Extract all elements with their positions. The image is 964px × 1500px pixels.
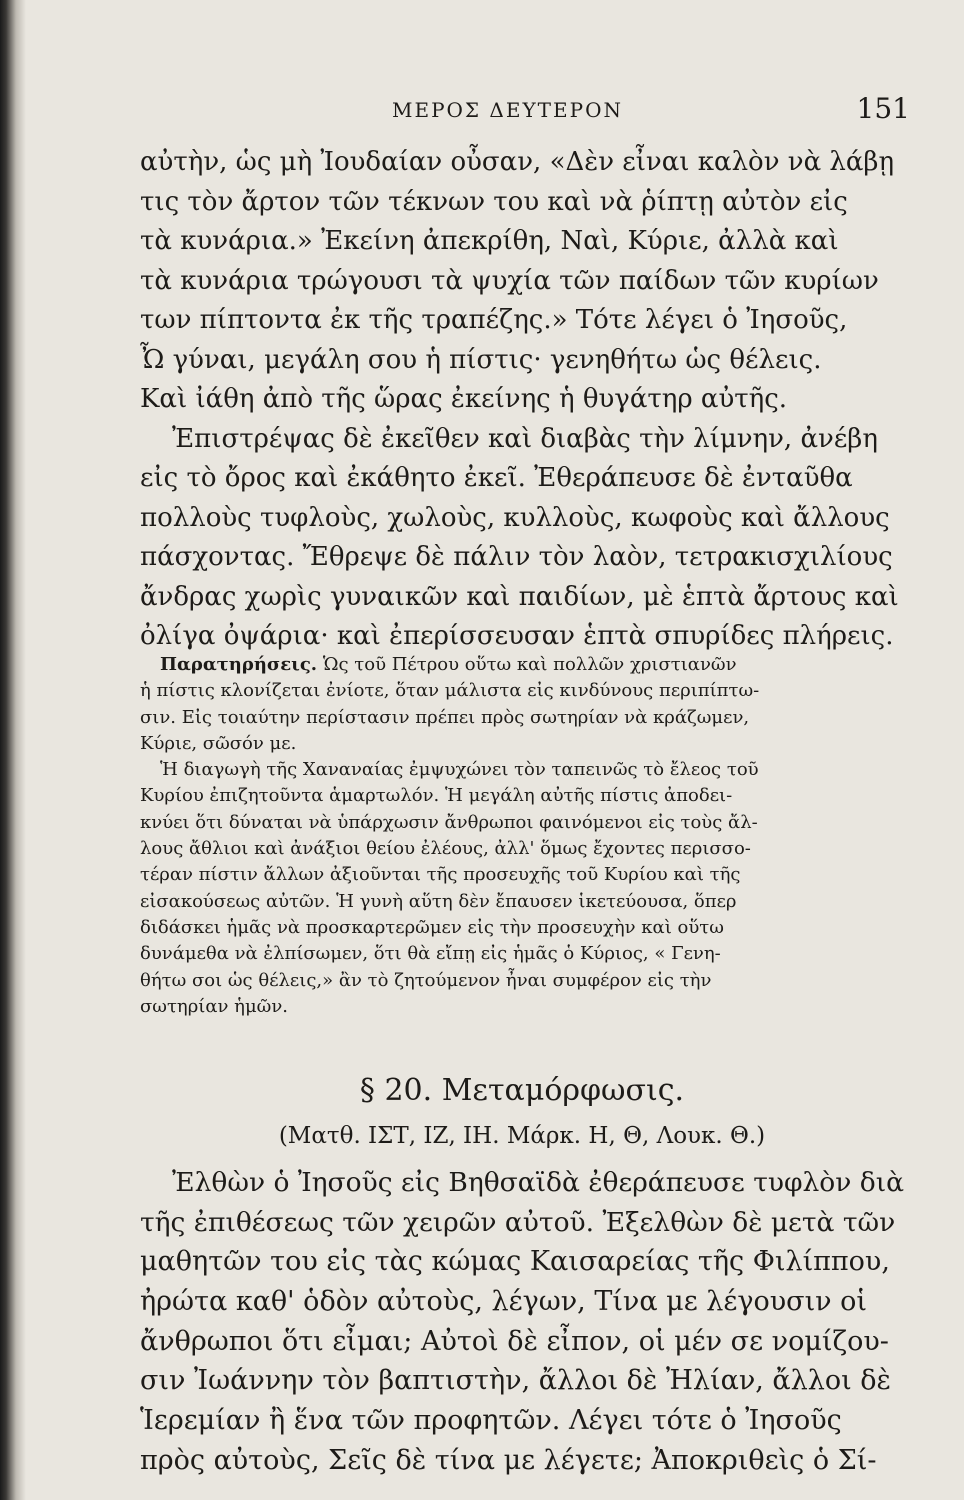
text-line: πολλοὺς τυφλοὺς, χωλοὺς, κυλλοὺς, κωφοὺς καὶ ἄλλους xyxy=(140,502,890,533)
remarks-line: εἰσακούσεως αὐτῶν. Ἡ γυνὴ αὕτη δὲν ἔπαυσεν ἱκετεύουσα, ὅπερ xyxy=(140,890,737,912)
remarks-line: θήτω σοι ὡς θέλεις,» ἂν τὸ ζητούμενον ἦναι συμφέρον εἰς τὴν xyxy=(140,969,712,991)
text-line: τις τὸν ἄρτον τῶν τέκνων του καὶ νὰ ῥίπτῃ αὐτὸν εἰς xyxy=(140,186,848,217)
remarks-block xyxy=(140,652,905,1020)
text-line: ἄνδρας χωρὶς γυναικῶν καὶ παιδίων, μὲ ἑπτὰ ἄρτους καὶ xyxy=(140,581,899,612)
main-text xyxy=(140,143,905,657)
text-line: ἠρώτα καθ' ὁδὸν αὐτοὺς, λέγων, Τίνα με λέγουσιν οἱ xyxy=(140,1286,868,1318)
remarks-line: Ἡ διαγωγὴ τῆς Χαναναίας ἐμψυχώνει τὸν ταπεινῶς τὸ ἔλεος τοῦ xyxy=(160,759,759,781)
text-line: ὀλίγα ὀψάρια· καὶ ἐπερίσσευσαν ἑπτὰ σπυρίδες πλήρεις. xyxy=(140,621,894,651)
section-reference: (Ματθ. ΙΣΤ, ΙΖ, ΙΗ. Μάρκ. Η, Θ, Λουκ. Θ.) xyxy=(278,1123,766,1149)
remarks-line: Κύριε, σῶσόν με. xyxy=(140,732,297,754)
text-line: Ὦ γύναι, μεγάλη σου ἡ πίστις· γενηθήτω ὡς θέλεις. xyxy=(140,344,822,375)
text-line: εἰς τὸ ὄρος καὶ ἐκάθητο ἐκεῖ. Ἐθεράπευσε δὲ ἐνταῦθα xyxy=(140,463,853,493)
remarks-line: δυνάμεθα νὰ ἐλπίσωμεν, ὅτι θὰ εἴπῃ εἰς ἡμᾶς ὁ Κύριος, « Γενη- xyxy=(140,943,721,965)
text-line: των πίπτοντα ἐκ τῆς τραπέζης.» Τότε λέγει ὁ Ἰησοῦς, xyxy=(140,305,848,335)
remarks-line: λους ἄθλιοι καὶ ἀνάξιοι θείου ἐλέους, ἀλλ' ὅμως ἔχοντες περισσο- xyxy=(140,838,751,860)
text-line: πρὸς αὐτοὺς, Σεῖς δὲ τίνα με λέγετε; Ἀποκριθεὶς ὁ Σί- xyxy=(140,1444,877,1476)
remarks-line: κνύει ὅτι δύναται νὰ ὑπάρχωσιν ἄνθρωποι φαινόμενοι εἰς τοὺς ἄλ- xyxy=(140,811,758,833)
page-header xyxy=(140,92,910,132)
running-head: ΜΕΡΟΣ ΔΕΥΤΕΡΟΝ xyxy=(392,98,623,122)
text-line: αὐτὴν, ὡς μὴ Ἰουδαίαν οὖσαν, «Δὲν εἶναι καλὸν νὰ λάβῃ xyxy=(140,147,895,177)
remarks-line: τέραν πίστιν ἄλλων ἀξιοῦνται τῆς προσευχῆς τοῦ Κυρίου καὶ τῆς xyxy=(140,864,741,886)
text-line: Ἱερεμίαν ἢ ἕνα τῶν προφητῶν. Λέγει τότε ὁ Ἰησοῦς xyxy=(140,1405,842,1437)
section-heading: § 20. Μεταμόρφωσις. xyxy=(359,1073,685,1108)
remarks-first-line xyxy=(140,652,905,678)
remarks-first-text: Ὡς τοῦ Πέτρου οὕτω καὶ πολλῶν χριστιανῶν xyxy=(322,654,737,675)
text-line: τὰ κυνάρια.» Ἐκείνη ἀπεκρίθη, Ναὶ, Κύριε, ἀλλὰ καὶ xyxy=(140,226,839,256)
text-line: μαθητῶν του εἰς τὰς κώμας Καισαρείας τῆς Φιλίππου, xyxy=(140,1246,890,1278)
remarks-line: ἡ πίστις κλονίζεται ἐνίοτε, ὅταν μάλιστα εἰς κινδύνους περιπίπτω- xyxy=(140,680,760,702)
remarks-line: σιν. Εἰς τοιαύτην περίστασιν πρέπει πρὸς σωτηρίαν νὰ κράζωμεν, xyxy=(140,706,750,728)
text-line: Καὶ ἰάθη ἀπὸ τῆς ὥρας ἐκείνης ἡ θυγάτηρ αὐτῆς. xyxy=(140,384,788,414)
page-number: 151 xyxy=(856,92,910,125)
remarks-label: Παρατηρήσεις. xyxy=(160,654,318,675)
remarks-line: Κυρίου ἐπιζητοῦντα ἁμαρτωλόν. Ἡ μεγάλη αὐτῆς πίστις ἀποδει- xyxy=(140,785,733,807)
text-line: τὰ κυνάρια τρώγουσι τὰ ψυχία τῶν παίδων τῶν κυρίων xyxy=(140,265,879,296)
text-line: Ἐπιστρέψας δὲ ἐκεῖθεν καὶ διαβὰς τὴν λίμνην, ἀνέβη xyxy=(172,423,878,454)
remarks-line: σωτηρίαν ἡμῶν. xyxy=(140,995,288,1017)
text-line: πάσχοντας. Ἔθρεψε δὲ πάλιν τὸν λαὸν, τετρακισχιλίους xyxy=(140,542,893,572)
section-text xyxy=(140,1163,905,1481)
text-line: ἄνθρωποι ὅτι εἶμαι; Αὐτοὶ δὲ εἶπον, οἱ μέν σε νομίζου- xyxy=(140,1325,889,1357)
text-line: τῆς ἐπιθέσεως τῶν χειρῶν αὐτοῦ. Ἐξελθὼν δὲ μετὰ τῶν xyxy=(140,1206,896,1238)
text-line: σιν Ἰωάννην τὸν βαπτιστὴν, ἄλλοι δὲ Ἠλίαν, ἄλλοι δὲ xyxy=(140,1365,892,1397)
text-line: Ἐλθὼν ὁ Ἰησοῦς εἰς Βηθσαϊδὰ ἐθεράπευσε τυφλὸν διὰ xyxy=(172,1167,905,1198)
page-binding-edge xyxy=(0,0,26,1500)
remarks-line: διδάσκει ἡμᾶς νὰ προσκαρτερῶμεν εἰς τὴν προσευχὴν καὶ οὕτω xyxy=(140,916,724,938)
